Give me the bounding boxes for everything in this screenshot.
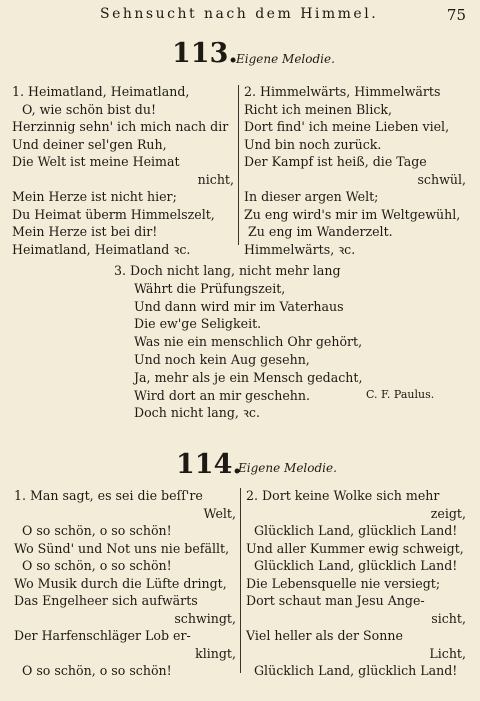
verse-line: O so schön, o so schön! (22, 663, 172, 678)
verse-line: 1. Heimatland, Heimatland, (12, 84, 190, 99)
verse-line: Heimatland, Heimatland ꝛc. (12, 241, 191, 257)
hymn-113-stanza-1 (12, 83, 234, 258)
verse-line: Du Heimat überm Himmelszelt, (12, 206, 215, 222)
verse-line: Glücklich Land, glücklich Land! (254, 523, 458, 538)
verse-line: 2. Dort keine Wolke sich mehr (246, 488, 440, 503)
verse-line: Die Lebensquelle nie versiegt; (246, 575, 441, 591)
verse-line: Mein Herze ist bei dir! (12, 224, 158, 239)
column-divider (240, 488, 241, 673)
running-title: Sehnsucht nach dem Himmel. (100, 6, 379, 22)
column-divider (238, 85, 239, 245)
verse-line: Die Welt ist meine Heimat (12, 154, 180, 169)
verse-line: Dort schaut man Jesu Ange- (246, 593, 425, 608)
author-attribution: C. F. Paulus. (366, 388, 435, 401)
verse-line-continuation: Licht, (429, 645, 466, 661)
hymn-114-stanza-2 (246, 487, 466, 680)
verse-line: In dieser argen Welt; (244, 189, 379, 204)
verse-line: Die ew'ge Seligkeit. (134, 316, 262, 332)
verse-line: Das Engelheer sich aufwärts (14, 593, 198, 608)
verse-line: Und dann wird mir im Vaterhaus (134, 298, 344, 314)
verse-line: Der Harfenschläger Lob er- (14, 628, 191, 643)
verse-line: Herzinnig sehn' ich mich nach dir (12, 119, 229, 134)
verse-line: Glücklich Land, glücklich Land! (254, 558, 458, 573)
verse-line: O, wie schön bist du! (22, 101, 157, 117)
hymn-113-stanza-2 (244, 83, 466, 258)
verse-line-continuation: nicht, (197, 171, 234, 187)
verse-line: Richt ich meinen Blick, (244, 101, 393, 117)
hymn-114-stanza-1 (14, 487, 236, 680)
verse-line: Mein Herze ist nicht hier; (12, 189, 177, 204)
verse-line: O so schön, o so schön! (22, 523, 172, 538)
verse-line: Doch nicht lang, ꝛc. (134, 405, 260, 421)
verse-line: Und aller Kummer ewig schweigt, (246, 540, 464, 556)
verse-line-continuation: Welt, (203, 505, 236, 521)
verse-line: Dort find' ich meine Lieben viel, (244, 119, 450, 134)
verse-line-continuation: schwingt, (174, 610, 236, 626)
verse-line: Wo Musik durch die Lüfte dringt, (14, 575, 227, 591)
verse-line: Zu eng wird's mir im Weltgewühl, (244, 206, 461, 222)
verse-line: Und bin noch zurück. (244, 136, 382, 152)
verse-line: Ja, mehr als je ein Mensch gedacht, (134, 369, 363, 385)
hymn-number: 113. (172, 38, 238, 69)
melody-label: Eigene Melodie. (238, 461, 337, 475)
verse-line: Wird dort an mir geschehn. (134, 387, 310, 403)
verse-line: Viel heller als der Sonne (246, 628, 403, 643)
page-number: 75 (446, 6, 466, 24)
verse-line: 3. Doch nicht lang, nicht mehr lang (114, 263, 341, 278)
verse-line-continuation: sicht, (431, 610, 466, 626)
verse-line: O so schön, o so schön! (22, 558, 172, 573)
verse-line: Was nie ein menschlich Ohr gehört, (134, 334, 363, 350)
verse-line-continuation: schwül, (417, 171, 466, 187)
verse-line: 2. Himmelwärts, Himmelwärts (244, 84, 441, 99)
melody-label: Eigene Melodie. (236, 52, 335, 66)
verse-line: Zu eng im Wanderzelt. (248, 224, 393, 239)
verse-line: Himmelwärts, ꝛc. (244, 241, 356, 257)
verse-line-continuation: zeigt, (430, 505, 466, 521)
verse-line-continuation: klingt, (195, 645, 236, 661)
verse-line: Und deiner sel'gen Ruh, (12, 136, 167, 152)
verse-line: Der Kampf ist heiß, die Tage (244, 154, 427, 169)
verse-line: Währt die Prüfungszeit, (134, 280, 286, 296)
verse-line: Wo Sünd' und Not uns nie befällt, (14, 540, 230, 556)
hymn-number: 114. (176, 449, 242, 480)
hymn-113-stanza-3 (112, 262, 362, 422)
verse-line: 1. Man sagt, es sei die beſſ're (14, 488, 203, 503)
verse-line: Und noch kein Aug gesehn, (134, 351, 310, 367)
running-header (0, 6, 480, 26)
verse-line: Glücklich Land, glücklich Land! (254, 663, 458, 678)
